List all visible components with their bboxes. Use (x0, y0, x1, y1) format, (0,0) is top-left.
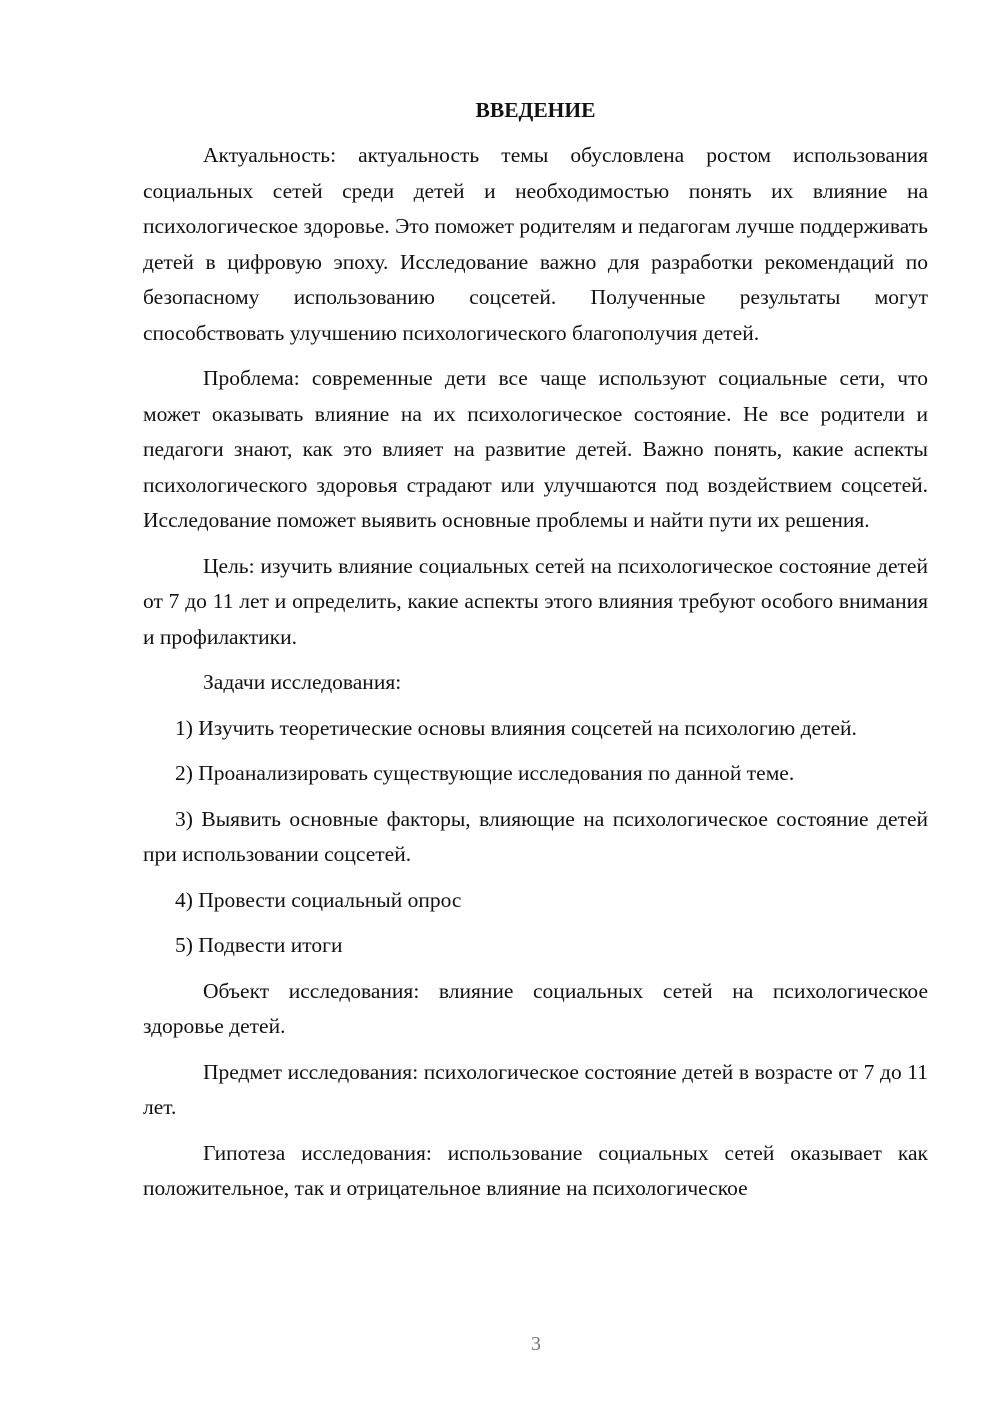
paragraph-subject: Предмет исследования: психологическое состояние детей в возрасте от 7 до 11 лет. (143, 1059, 928, 1119)
list-item-task-3: 3) Выявить основные факторы, влияющие на психологическое состояние детей при использовании соцсетей. (143, 806, 928, 866)
list-item-task-1: 1) Изучить теоретические основы влияния соцсетей на психологию детей. (175, 715, 857, 740)
paragraph-goal: Цель: изучить влияние социальных сетей на психологическое состояние детей от 7 до 11 лет и определить, какие аспекты этого влияния требуют особого внимания и профилактики. (143, 553, 928, 649)
paragraph-tasks-heading: Задачи исследования: (203, 670, 402, 694)
page-content (143, 93, 928, 1217)
paragraph-relevance: Актуальность: актуальность темы обусловлена ростом использования социальных сетей среди детей и необходимостью понять их влияние на психологическое здоровье. Это поможет родителям и педагогам лучше поддерживать детей в цифровую эпоху. Исследование важно для разработки рекомендаций по безопасному использованию соцсетей. Полученные результаты могут способствовать улучшению психологического благополучия детей. (143, 143, 928, 345)
section-title: ВВЕДЕНИЕ (475, 98, 596, 122)
paragraph-hypothesis: Гипотеза исследования: использование социальных сетей оказывает как положительное, так и отрицательное влияние на психологическое (143, 1140, 928, 1200)
page-number: 3 (531, 1333, 541, 1355)
list-item-task-5: 5) Подвести итоги (175, 933, 343, 957)
list-item-task-4: 4) Провести социальный опрос (175, 887, 462, 912)
list-item-task-2: 2) Проанализировать существующие исследования по данной теме. (175, 761, 795, 785)
paragraph-problem: Проблема: современные дети все чаще используют социальные сети, что может оказывать влияние на их психологическое состояние. Не все родители и педагоги знают, как это влияет на развитие детей. Важно понять, какие аспекты психологического здоровья страдают или улучшаются под воздействием соцсетей. Исследование поможет выявить основные проблемы и найти пути их решения. (143, 366, 928, 532)
paragraph-object: Объект исследования: влияние социальных сетей на психологическое здоровье детей. (143, 978, 928, 1038)
